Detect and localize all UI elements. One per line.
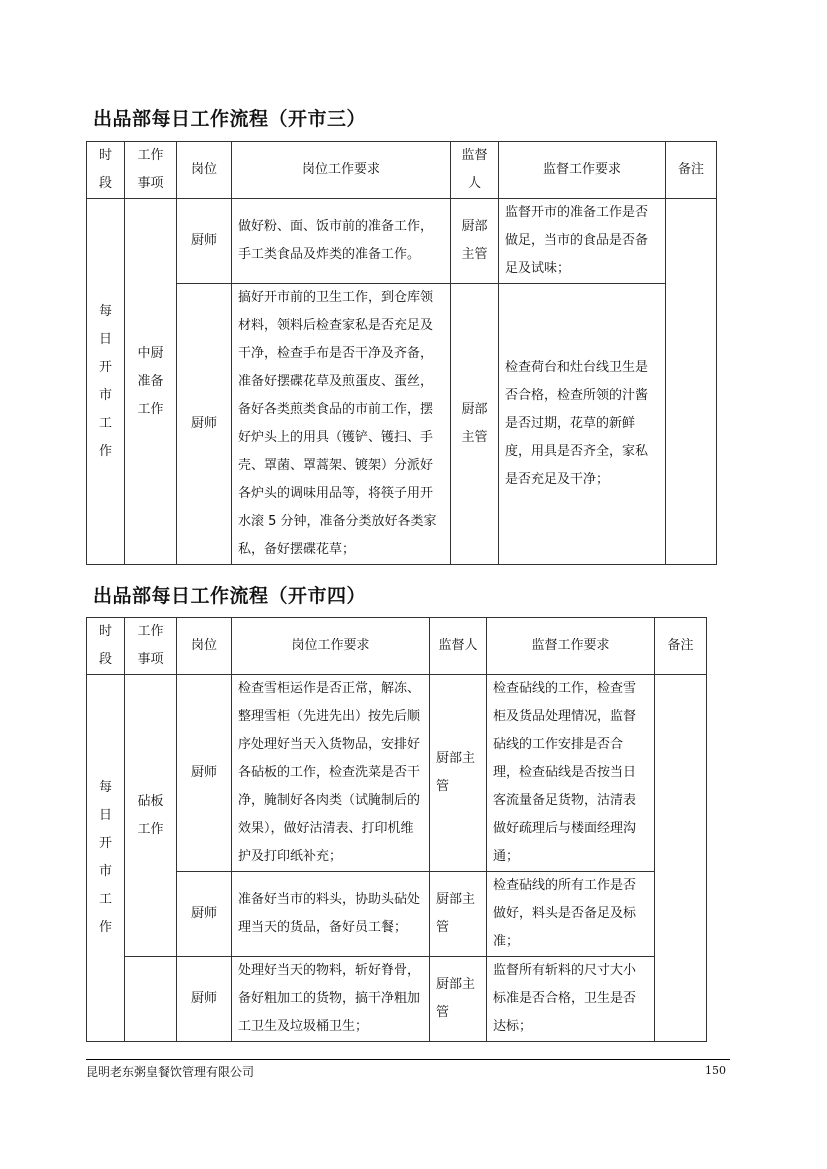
post-cell: 厨师 xyxy=(177,199,232,284)
supervisor-cell: 厨部 主管 xyxy=(451,199,499,284)
header-matter: 工作 事项 xyxy=(125,618,177,675)
section2-title: 出品部每日工作流程（开市四） xyxy=(93,585,367,607)
requirements-cell: 搞好开市前的卫生工作，到仓库领材料，领料后检查家私是否充足及干净，检查手布是否干净及齐备，准备好摆碟花草及煎蛋皮、蛋丝，备好各类煎类食品的市前工作，摆好炉头上的用具（镬铲、镬扫、手壳、罩菌、罩蒿架、镀架）分派好各炉头的调味用品等，将筷子用开水滚 5 分钟，准备分类放好各类家私，备好摆碟花草； xyxy=(232,284,451,565)
post-cell: 厨师 xyxy=(177,957,232,1042)
post-cell: 厨师 xyxy=(177,675,232,872)
header-supervision: 监督工作要求 xyxy=(499,142,666,199)
requirements-cell: 检查雪柜运作是否正常，解冻、整理雪柜（先进先出）按先后顺序处理好当天入货物品，安排好各砧板的工作，检查洗菜是否干净，腌制好各肉类（试腌制后的效果），做好沽清表、打印机维护及打印纸补充； xyxy=(232,675,430,872)
supervisor-cell: 厨部主 管 xyxy=(430,872,487,957)
header-post: 岗位 xyxy=(177,618,232,675)
supervisor-cell: 厨部 主管 xyxy=(451,284,499,565)
supervision-cell: 检查砧线的工作，检查雪柜及货品处理情况，监督砧线的工作安排是否合理，检查砧线是否按当日客流量备足货物，沽清表做好疏理后与楼面经理沟通； xyxy=(487,675,655,872)
header-matter: 工作 事项 xyxy=(125,142,177,199)
requirements-cell: 处理好当天的物料，斩好脊骨，备好粗加工的货物，搞干净粗加工卫生及垃圾桶卫生； xyxy=(232,957,430,1042)
supervisor-cell: 厨部主 管 xyxy=(430,957,487,1042)
section1-table xyxy=(86,141,717,565)
period-cell: 每 日 开 市 工 作 xyxy=(87,675,125,1042)
footer-company-name: 昆明老东粥皇餐饮管理有限公司 xyxy=(86,1065,255,1079)
post-cell: 厨师 xyxy=(177,872,232,957)
notes-cell xyxy=(666,199,717,565)
header-period: 时 段 xyxy=(87,142,125,199)
header-supervisor: 监督 人 xyxy=(451,142,499,199)
header-supervision: 监督工作要求 xyxy=(487,618,655,675)
requirements-cell: 做好粉、面、饭市前的准备工作，手工类食品及炸类的准备工作。 xyxy=(232,199,451,284)
section2-table xyxy=(86,617,707,1042)
period-cell: 每 日 开 市 工 作 xyxy=(87,199,125,565)
supervision-cell: 监督开市的准备工作是否做足，当市的食品是否备足及试味； xyxy=(499,199,666,284)
supervisor-cell: 厨部主 管 xyxy=(430,675,487,872)
page-number: 150 xyxy=(705,1064,726,1077)
supervision-cell: 检查砧线的所有工作是否做好，料头是否备足及标准； xyxy=(487,872,655,957)
table-row xyxy=(87,675,707,872)
notes-cell xyxy=(655,675,707,1042)
header-requirements: 岗位工作要求 xyxy=(232,618,430,675)
requirements-cell: 准备好当市的料头，协助头砧处理当天的货品，备好员工餐； xyxy=(232,872,430,957)
header-period: 时 段 xyxy=(87,618,125,675)
header-requirements: 岗位工作要求 xyxy=(232,142,451,199)
table-row xyxy=(87,284,717,565)
matter-cell: 中厨 准备 工作 xyxy=(125,199,177,565)
footer-divider xyxy=(86,1059,730,1060)
matter-cell-empty xyxy=(125,957,177,1042)
header-post: 岗位 xyxy=(177,142,232,199)
matter-cell: 砧板 工作 xyxy=(125,675,177,957)
header-supervisor: 监督人 xyxy=(430,618,487,675)
post-cell: 厨师 xyxy=(177,284,232,565)
supervision-cell: 检查荷台和灶台线卫生是否合格，检查所领的汁酱是否过期，花草的新鲜度，用具是否齐全，家私是否充足及干净； xyxy=(499,284,666,565)
table-row xyxy=(87,957,707,1042)
supervision-cell: 监督所有斩料的尺寸大小标准是否合格，卫生是否达标； xyxy=(487,957,655,1042)
header-notes: 备注 xyxy=(666,142,717,199)
section1-title: 出品部每日工作流程（开市三） xyxy=(93,108,367,130)
header-notes: 备注 xyxy=(655,618,707,675)
table-row xyxy=(87,199,717,284)
table-row xyxy=(87,872,707,957)
